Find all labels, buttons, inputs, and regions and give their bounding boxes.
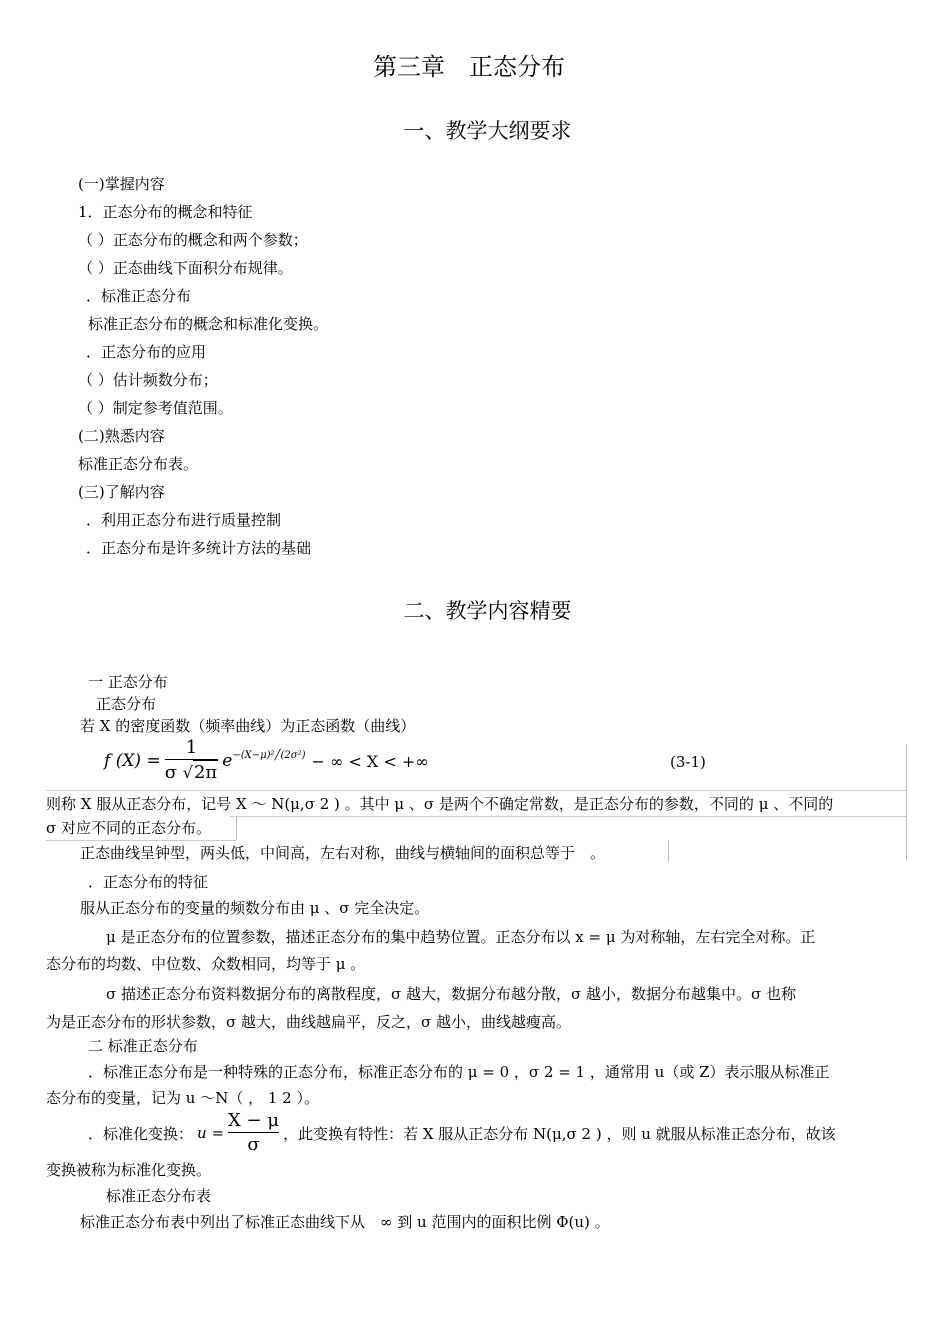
list-item: （ ）制定参考值范围。: [78, 399, 233, 417]
list-item: ．正态分布的应用: [86, 343, 207, 361]
standardization-line: [88, 1108, 836, 1158]
formula-denominator: σ √2π: [164, 762, 218, 783]
list-item: ．标准正态分布: [86, 287, 192, 305]
paragraph-sigma-line1: σ 描述正态分布资料数据分布的离散程度，σ 越大，数据分布越分散，σ 越小，数据分布越集中。σ 也称: [106, 985, 797, 1003]
standardization-denominator: σ: [247, 1133, 260, 1155]
list-item: 标准正态分布表。: [78, 455, 199, 473]
subheading-normal-distribution-def: 正态分布: [96, 695, 157, 713]
list-item: 标准正态分布的概念和标准化变换。: [88, 315, 329, 333]
paragraph-standard-line1: ．标准正态分布是一种特殊的正态分布，标准正态分布的 μ = 0 ，σ 2 = 1 ，通常用 u（或 Z）表示服从标准正: [88, 1063, 830, 1081]
list-item: ．利用正态分布进行质量控制: [86, 511, 282, 529]
formula-den-root: 2π: [193, 762, 218, 783]
formula-exponent: −(X−μ)²╱(2σ²): [232, 749, 306, 761]
subheading-normal-distribution: 一 正态分布: [88, 673, 168, 691]
formula-fraction: [165, 737, 219, 785]
subheading-table: 标准正态分布表: [106, 1187, 212, 1205]
standardization-prefix: ．标准化变换：: [88, 1124, 194, 1143]
list-item: (二)熟悉内容: [78, 427, 165, 445]
paragraph-mu-line1: μ 是正态分布的位置参数，描述正态分布的集中趋势位置。正态分布以 x = μ 为对称轴，左右完全对称。正: [106, 928, 816, 946]
list-item: (三)了解内容: [78, 483, 165, 501]
list-item: (一)掌握内容: [78, 175, 165, 193]
paragraph-table: 标准正态分布表中列出了标准正态曲线下从 ∞ 到 u 范围内的面积比例 Φ(u) 。: [80, 1213, 610, 1231]
standardization-suffix: ，此变换有特性：若 X 服从正态分布 N(μ,σ 2 ) ，则 u 就服从标准正态分布，故该: [283, 1124, 836, 1143]
list-item: （ ）估计频数分布；: [78, 371, 218, 389]
paragraph-standardization-line2: 变换被称为标准化变换。: [46, 1161, 212, 1179]
paragraph-notation-line2: σ 对应不同的正态分布。: [46, 819, 212, 837]
formula-lhs: f (X) =: [104, 751, 161, 771]
formula-numerator: 1: [185, 737, 198, 758]
paragraph-notation-line1: 则称 X 服从正态分布，记号 X ～ N(μ,σ 2 ) 。其中 μ 、σ 是两个不确定常数，是正态分布的参数，不同的 μ 、不同的: [46, 795, 834, 813]
density-formula: [104, 736, 429, 786]
paragraph-standard-line2: 态分布的变量，记为 u ～N（ ， 1 2 ）。: [46, 1089, 319, 1107]
paragraph-mu-line2: 态分布的均数、中位数、众数相同，均等于 μ 。: [46, 955, 366, 973]
definition-line: 若 X 的密度函数（频率曲线）为正态函数（曲线）: [80, 717, 416, 735]
formula-exp-base: e: [222, 751, 233, 771]
equation-number: (3-1): [670, 753, 706, 771]
list-item: 1．正态分布的概念和特征: [78, 203, 253, 221]
section-heading-content: 二、教学内容精要: [403, 599, 572, 623]
paragraph-sigma-line2: 为是正态分布的形状参数，σ 越大，曲线越扁平，反之，σ 越小，曲线越瘦高。: [46, 1013, 572, 1031]
list-item: （ ）正态分布的概念和两个参数；: [78, 231, 308, 249]
standardization-lhs: u =: [197, 1124, 225, 1142]
list-item: ．正态分布是许多统计方法的基础: [86, 539, 312, 557]
section-heading-syllabus: 一、教学大纲要求: [403, 119, 572, 143]
formula-range: − ∞ < X < +∞: [311, 751, 429, 771]
list-item: （ ）正态曲线下面积分布规律。: [78, 259, 293, 277]
standardization-numerator: X − μ: [228, 1109, 280, 1131]
standardization-fraction: [228, 1110, 279, 1157]
page-title: 第三章 正态分布: [373, 53, 565, 81]
paragraph-features: 服从正态分布的变量的频数分布由 μ 、σ 完全决定。: [80, 899, 430, 917]
subheading-features: ．正态分布的特征: [88, 873, 209, 891]
formula-den-sigma: σ: [164, 762, 178, 783]
paragraph-bell-curve: 正态曲线呈钟型，两头低，中间高，左右对称，曲线与横轴间的面积总等于 。: [80, 844, 606, 862]
subheading-standard-normal: 二 标准正态分布: [88, 1037, 198, 1055]
